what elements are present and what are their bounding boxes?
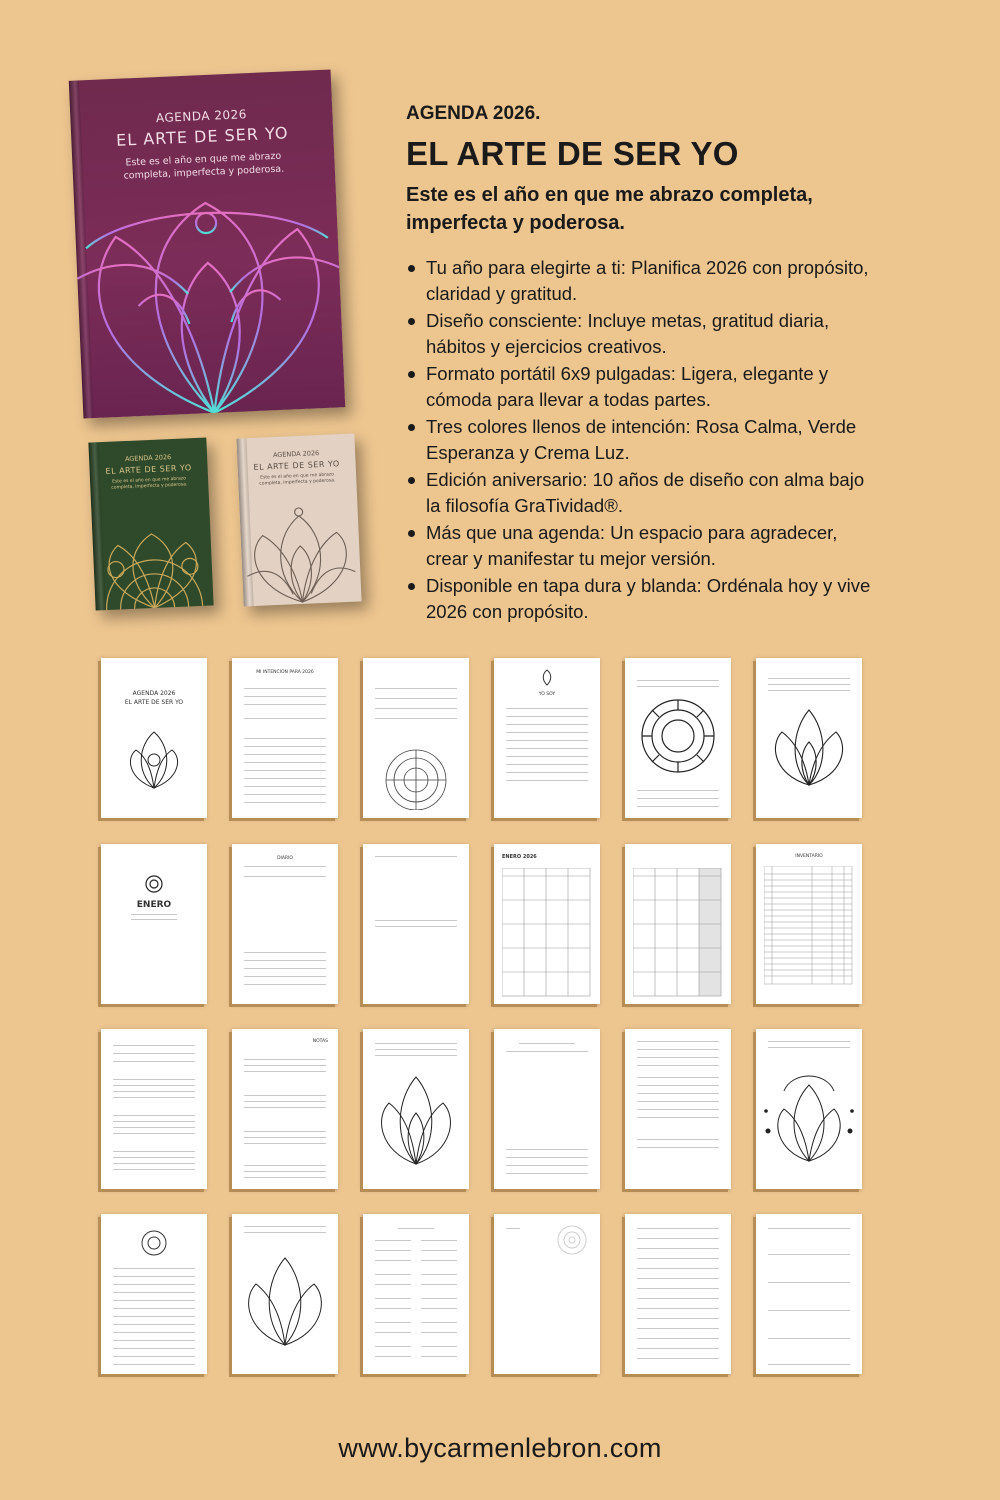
cover-subtitle: Este es el año en que me abrazo completa, imperfecta y poderosa. bbox=[111, 476, 188, 491]
feature-list bbox=[406, 255, 876, 625]
lotus-icon bbox=[240, 1250, 330, 1350]
mandala-icon bbox=[556, 1224, 588, 1256]
product-subtitle: Este es el año en que me abrazo completa, imperfecta y poderosa. bbox=[406, 184, 813, 234]
page-label: MI INTENCIÓN PARA 2026 bbox=[256, 670, 314, 675]
page-label: NOTAS bbox=[312, 1039, 328, 1044]
page-label: INVENTARIO bbox=[795, 854, 823, 859]
page-preview-mandala-faint bbox=[494, 1214, 600, 1374]
page-preview-yo-soy bbox=[494, 658, 600, 818]
calendar-grid bbox=[633, 868, 723, 998]
mandala-icon bbox=[126, 722, 182, 792]
page-preview-lotus-3 bbox=[232, 1214, 338, 1374]
feature-item: Edición aniversario: 10 años de diseño con alma bajo la filosofía GraTividad®. bbox=[406, 467, 876, 519]
book-cover-crema bbox=[236, 434, 361, 607]
page-preview-diario-2 bbox=[494, 1029, 600, 1189]
page-preview-calendario-2 bbox=[625, 844, 731, 1004]
lotus-icon bbox=[373, 1069, 459, 1169]
page-preview-diario bbox=[232, 844, 338, 1004]
product-info bbox=[406, 103, 876, 626]
lotus-icon bbox=[538, 668, 556, 686]
calendar-grid bbox=[502, 868, 592, 998]
page-preview-agenda-semanal bbox=[363, 1214, 469, 1374]
feature-item: Tres colores llenos de intención: Rosa Calma, Verde Esperanza y Crema Luz. bbox=[406, 414, 876, 466]
feature-item: Tu año para elegirte a ti: Planifica 2026 con propósito, claridad y gratitud. bbox=[406, 255, 876, 307]
page-preview-lotus bbox=[756, 658, 862, 818]
page-label: AGENDA 2026 bbox=[132, 690, 176, 697]
page-preview-cover bbox=[101, 658, 207, 818]
lotus-icon bbox=[762, 1061, 856, 1171]
feature-item: Diseño consciente: Incluye metas, gratitud diaria, hábitos y ejercicios creativos. bbox=[406, 308, 876, 360]
cover-subtitle: Este es el año en que me abrazo completa, imperfecta y poderosa. bbox=[123, 150, 285, 182]
cover-label: AGENDA 2026 bbox=[272, 449, 320, 460]
feature-item: Disponible en tapa dura y blanda: Ordénala hoy y vive 2026 con propósito. bbox=[406, 573, 876, 625]
mandala-icon bbox=[73, 177, 345, 418]
page-preview-lotus-moon bbox=[756, 1029, 862, 1189]
page-preview-reflexion bbox=[625, 1029, 731, 1189]
cover-label: AGENDA 2026 bbox=[155, 107, 248, 126]
page-label: DIARIO bbox=[277, 856, 293, 861]
book-cover-verde bbox=[88, 438, 213, 611]
mandala-icon bbox=[144, 874, 164, 894]
mandala-icon bbox=[91, 495, 214, 610]
page-preview-mandala bbox=[363, 658, 469, 818]
page-label: YO SOY bbox=[538, 692, 556, 697]
mandala-icon bbox=[373, 740, 459, 810]
feature-item: Más que una agenda: Un espacio para agradecer, crear y manifestar tu mejor versión. bbox=[406, 520, 876, 572]
page-preview-lined-2 bbox=[756, 1214, 862, 1374]
page-label: ENERO bbox=[136, 900, 172, 910]
mandala-icon bbox=[139, 1228, 169, 1258]
mandala-icon bbox=[239, 491, 362, 606]
page-preview-enero bbox=[101, 844, 207, 1004]
table-grid bbox=[764, 866, 854, 986]
page-preview-mandala-lines bbox=[101, 1214, 207, 1374]
page-preview-intencion bbox=[232, 658, 338, 818]
page-preview-inventario bbox=[756, 844, 862, 1004]
page-preview-metas bbox=[101, 1029, 207, 1189]
website-link[interactable]: www.bycarmenlebron.com bbox=[338, 1433, 662, 1463]
product-kicker: AGENDA 2026. bbox=[406, 103, 541, 124]
page-label: ENERO 2026 bbox=[502, 854, 537, 860]
product-title: EL ARTE DE SER YO bbox=[406, 135, 739, 172]
page-preview-calendario bbox=[494, 844, 600, 1004]
cover-title: EL ARTE DE SER YO bbox=[105, 463, 192, 476]
page-preview-lined bbox=[625, 1214, 731, 1374]
page-label: EL ARTE DE SER YO bbox=[124, 699, 184, 706]
feature-item: Formato portátil 6x9 pulgadas: Ligera, elegante y cómoda para llevar a todas partes. bbox=[406, 361, 876, 413]
page-preview-notas bbox=[232, 1029, 338, 1189]
mandala-icon bbox=[638, 696, 718, 776]
book-cover-rosa bbox=[69, 69, 345, 418]
cover-label: AGENDA 2026 bbox=[124, 453, 172, 464]
page-preview-lotus-2 bbox=[363, 1029, 469, 1189]
lotus-icon bbox=[764, 700, 854, 790]
cover-title: EL ARTE DE SER YO bbox=[253, 459, 340, 472]
cover-title: EL ARTE DE SER YO bbox=[115, 123, 289, 150]
page-preview-mandala-circle bbox=[625, 658, 731, 818]
cover-subtitle: Este es el año en que me abrazo completa, imperfecta y poderosa. bbox=[259, 472, 336, 487]
page-preview-dibujo bbox=[363, 844, 469, 1004]
